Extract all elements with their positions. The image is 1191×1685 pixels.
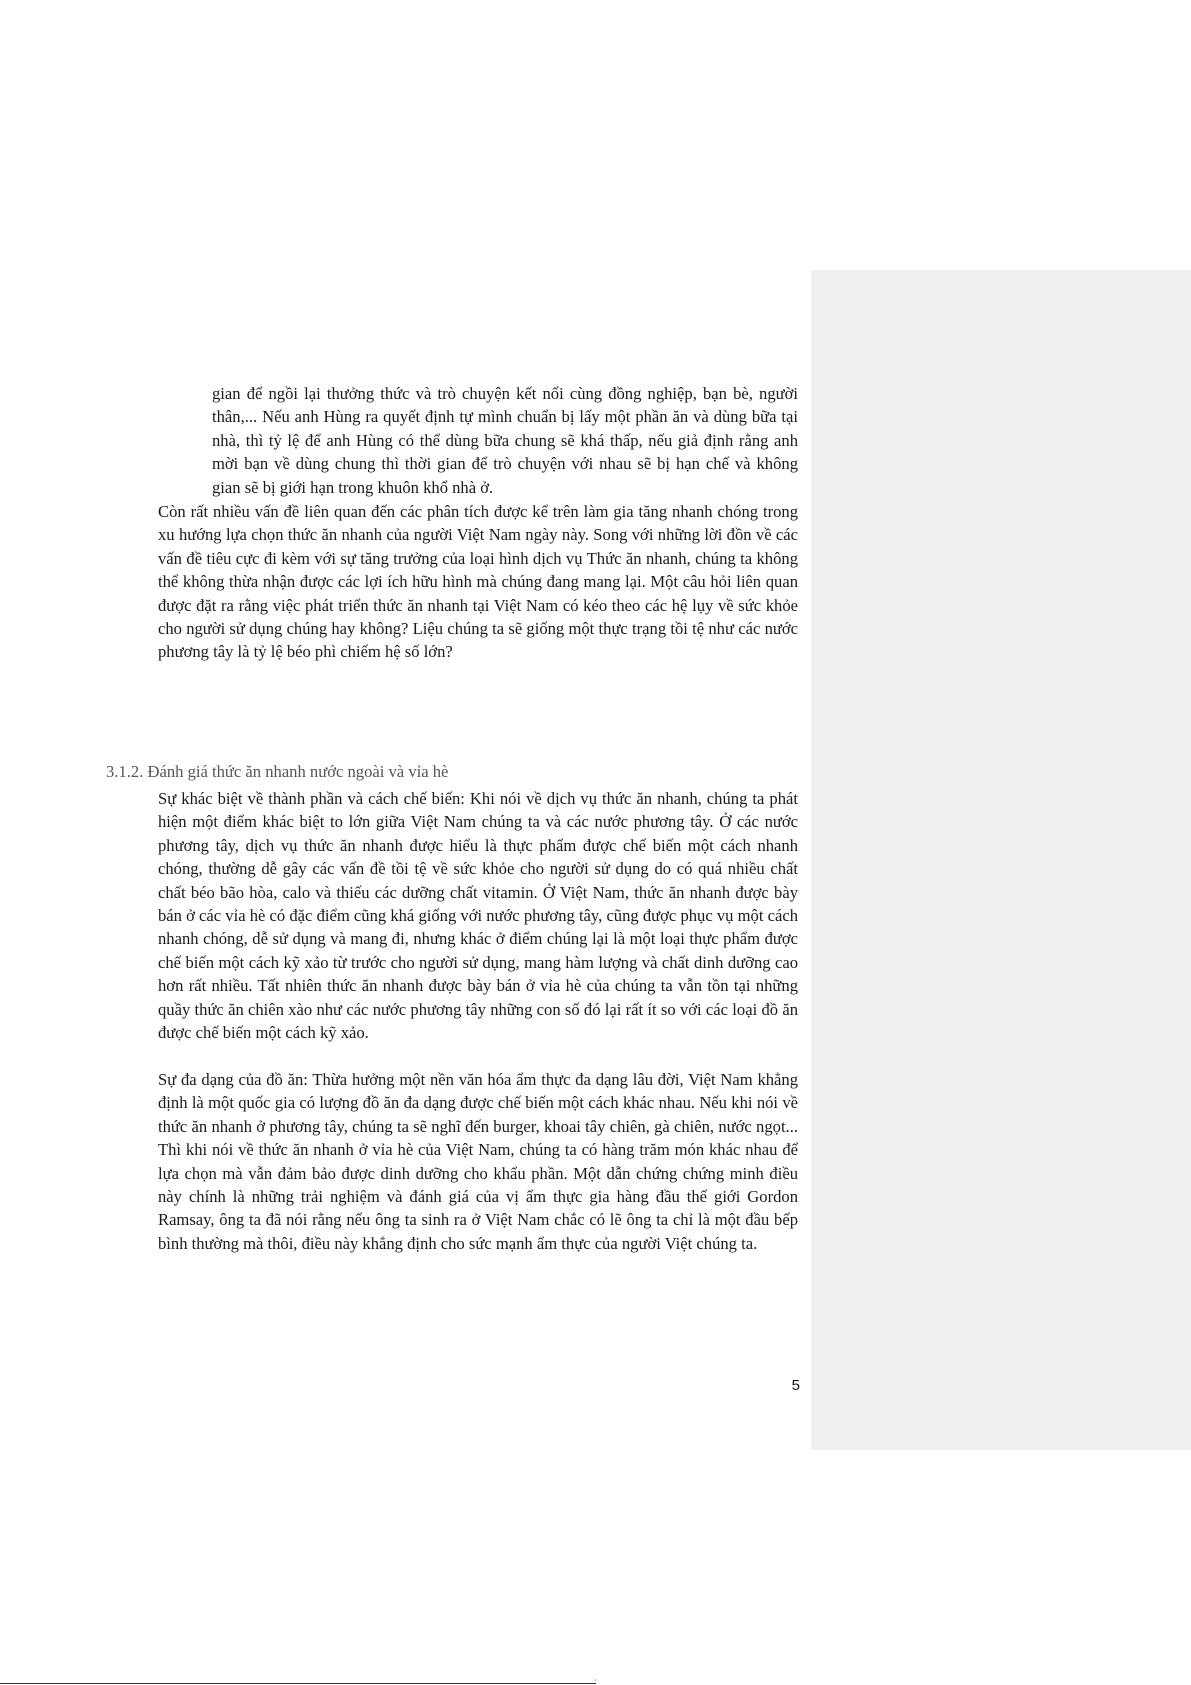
page-number: 5 — [791, 1377, 800, 1394]
section-heading: 3.1.2. Đánh giá thức ăn nhanh nước ngoài và vỉa hè — [106, 762, 449, 781]
indented-paragraph: gian để ngồi lại thưởng thức và trò chuyện kết nối cùng đồng nghiệp, bạn bè, người thân,... Nếu anh Hùng ra quyết định tự mình chuẩn bị lấy một phần ăn và dùng bữa tại nhà, thì tỷ lệ để anh Hùng có thể dùng bữa chung sẽ khá thấp, nếu giả định rằng anh mời bạn về dùng chung thì thời gian để trò chuyện với nhau sẽ bị hạn chế và không gian sẽ bị giới hạn trong khuôn khổ nhà ở. — [212, 384, 798, 497]
body-paragraph-ingredients-difference: Sự khác biệt về thành phần và cách chế biến: Khi nói về dịch vụ thức ăn nhanh, chúng ta phát hiện một điểm khác biệt to lớn giữa Việt Nam chúng ta và các nước phương tây. Ở các nước phương tây, dịch vụ thức ăn nhanh được hiểu là thực phẩm được chế biến một cách nhanh chóng, thường dễ gây các vấn đề tồi tệ về sức khỏe cho người sử dụng do có quá nhiều chất chất béo bão hòa, calo và thiếu các dưỡng chất vitamin. Ở Việt Nam, thức ăn nhanh được bày bán ở các vỉa hè có đặc điểm cũng khá giống với nước phương tây, cũng được phục vụ một cách nhanh chóng, dễ sử dụng và mang đi, nhưng khác ở điểm chúng lại là một loại thực phẩm được chế biến một cách kỹ xảo từ trước cho người sử dụng, mang hàm lượng và chất dinh dưỡng cao hơn rất nhiều. Tất nhiên thức ăn nhanh được bày bán ở vỉa hè của chúng ta vẫn tồn tại những quầy thức ăn chiên xào như các nước phương tây những con số đó lại rất ít so với các loại đồ ăn được chế biến một cách kỹ xảo. — [158, 789, 798, 1043]
footnote-separator — [0, 1683, 596, 1684]
body-paragraph-food-diversity: Sự đa dạng của đồ ăn: Thừa hưởng một nền văn hóa ẩm thực đa dạng lâu đời, Việt Nam khẳng định là một quốc gia có lượng đồ ăn đa dạng được chế biến một cách khác nhau. Nếu khi nói về thức ăn nhanh ở phương tây, chúng ta sẽ nghĩ đến burger, khoai tây chiên, gà chiên, nước ngọt... Thì khi nói về thức ăn nhanh ở vỉa hè của Việt Nam, chúng ta có hàng trăm món khác nhau để lựa chọn mà vẫn đảm bảo được dinh dưỡng cho khẩu phần. Một dẫn chứng chứng minh điều này chính là những trải nghiệm và đánh giá của vị ẩm thực gia hàng đầu thế giới Gordon Ramsay, ông ta đã nói rằng nếu ông ta sinh ra ở Việt Nam chắc có lẽ ông ta chỉ là một đầu bếp bình thường mà thôi, điều này khẳng định cho sức mạnh ẩm thực của người Việt chúng ta. — [158, 1070, 798, 1253]
footer-mark: · — [594, 1676, 597, 1685]
comment-pane — [811, 270, 1191, 1450]
body-paragraph-fast-food-trend: Còn rất nhiều vấn đề liên quan đến các phân tích được kể trên làm gia tăng nhanh chóng trong xu hướng lựa chọn thức ăn nhanh của người Việt Nam ngày này. Song với những lời đồn về các vấn đề tiêu cực đi kèm với sự tăng trưởng của loại hình dịch vụ Thức ăn nhanh, chúng ta không thể không thừa nhận được các lợi ích hữu hình mà chúng đang mang lại. Một câu hỏi liên quan được đặt ra rằng việc phát triển thức ăn nhanh tại Việt Nam có kéo theo các hệ lụy về sức khỏe cho người sử dụng chúng hay không? Liệu chúng ta sẽ giống một thực trạng tồi tệ như các nước phương tây là tỷ lệ béo phì chiếm hệ số lớn? — [158, 502, 798, 662]
